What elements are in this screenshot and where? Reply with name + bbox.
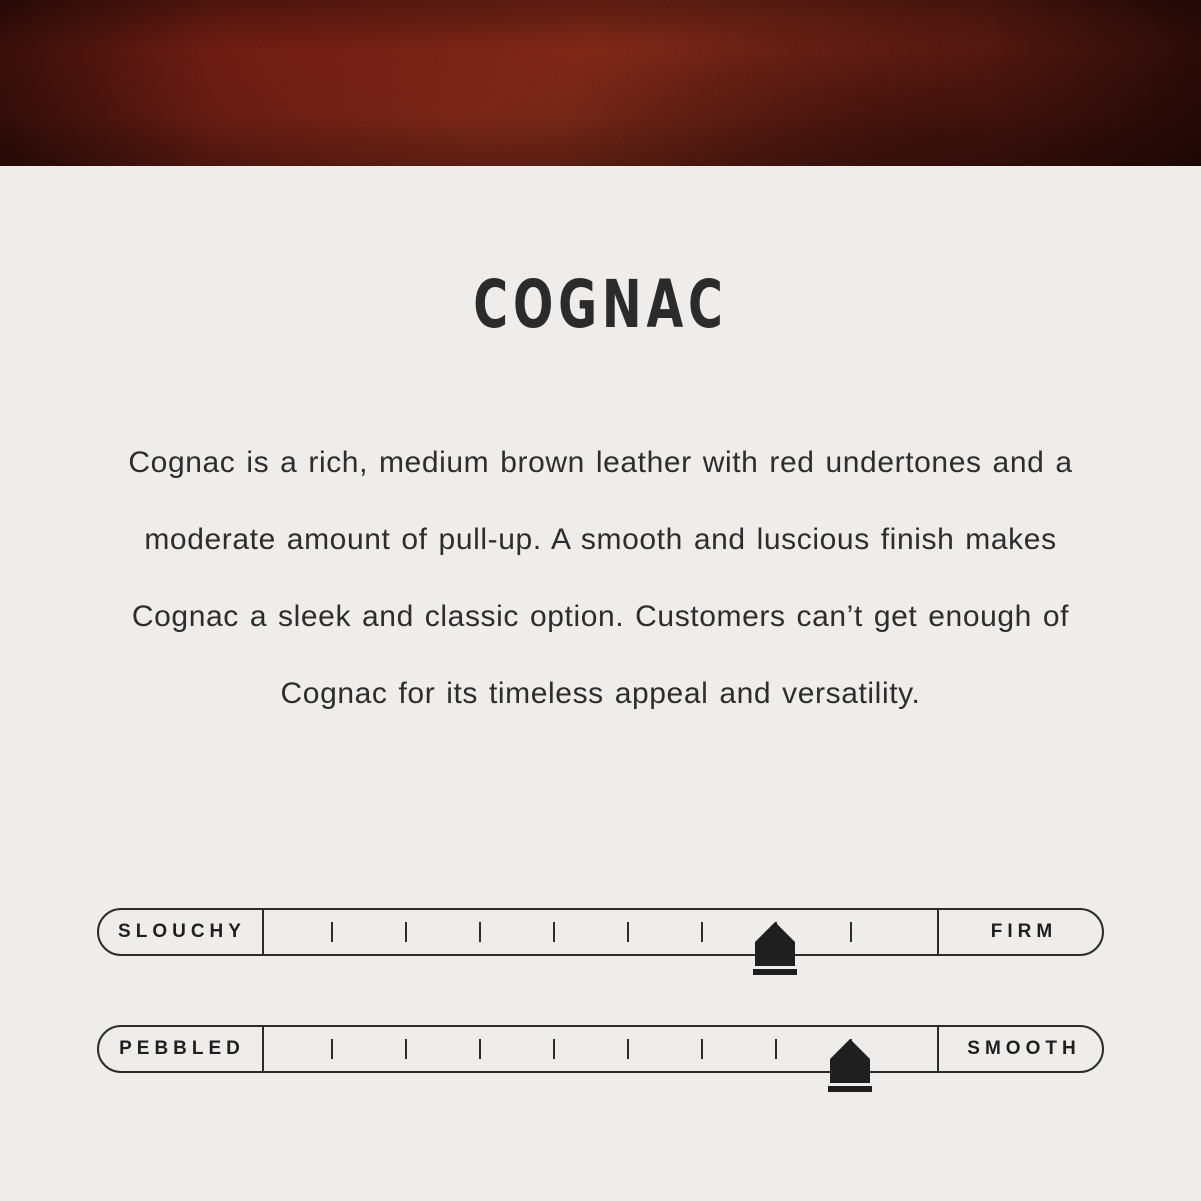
- scale-tick: [405, 1039, 407, 1059]
- scale-tick: [775, 1039, 777, 1059]
- marker-body: [830, 1059, 870, 1083]
- scale-firmness: [97, 908, 1104, 956]
- page-title: COGNAC: [473, 266, 728, 343]
- scale-left-label: PEBBLED: [97, 1025, 264, 1073]
- scale-tick: [553, 1039, 555, 1059]
- scale-ticks: [264, 908, 937, 956]
- scale-tick: [331, 1039, 333, 1059]
- scale-left-label: SLOUCHY: [97, 908, 264, 956]
- scale-tick: [553, 922, 555, 942]
- scale-tick: [850, 922, 852, 942]
- scale-tick: [627, 922, 629, 942]
- scale-tick: [701, 1039, 703, 1059]
- attribute-scales: [97, 908, 1104, 1142]
- marker-base-bar: [828, 1086, 872, 1092]
- leather-vignette: [0, 0, 1201, 166]
- scale-texture: [97, 1025, 1104, 1073]
- scale-tick: [331, 922, 333, 942]
- scale-tick: [627, 1039, 629, 1059]
- scale-tick: [479, 922, 481, 942]
- scale-right-label: SMOOTH: [937, 1025, 1104, 1073]
- scale-tick: [479, 1039, 481, 1059]
- leather-swatch-image: [0, 0, 1201, 166]
- marker-body: [755, 942, 795, 966]
- marker-base-bar: [753, 969, 797, 975]
- scale-tick: [701, 922, 703, 942]
- scale-ticks: [264, 1025, 937, 1073]
- scale-marker-texture[interactable]: [830, 1039, 870, 1092]
- scale-marker-firmness[interactable]: [755, 922, 795, 975]
- description-text: Cognac is a rich, medium brown leather with red undertones and a moderate amount of pull-up. A smooth and luscious finish makes Cognac a sleek and classic option. Customers can’t get enough of Cognac for its timeless appeal and versatility.: [128, 446, 1073, 710]
- marker-arrow-icon: [755, 922, 795, 942]
- marker-arrow-icon: [830, 1039, 870, 1059]
- scale-tick: [405, 922, 407, 942]
- scale-right-label: FIRM: [937, 908, 1104, 956]
